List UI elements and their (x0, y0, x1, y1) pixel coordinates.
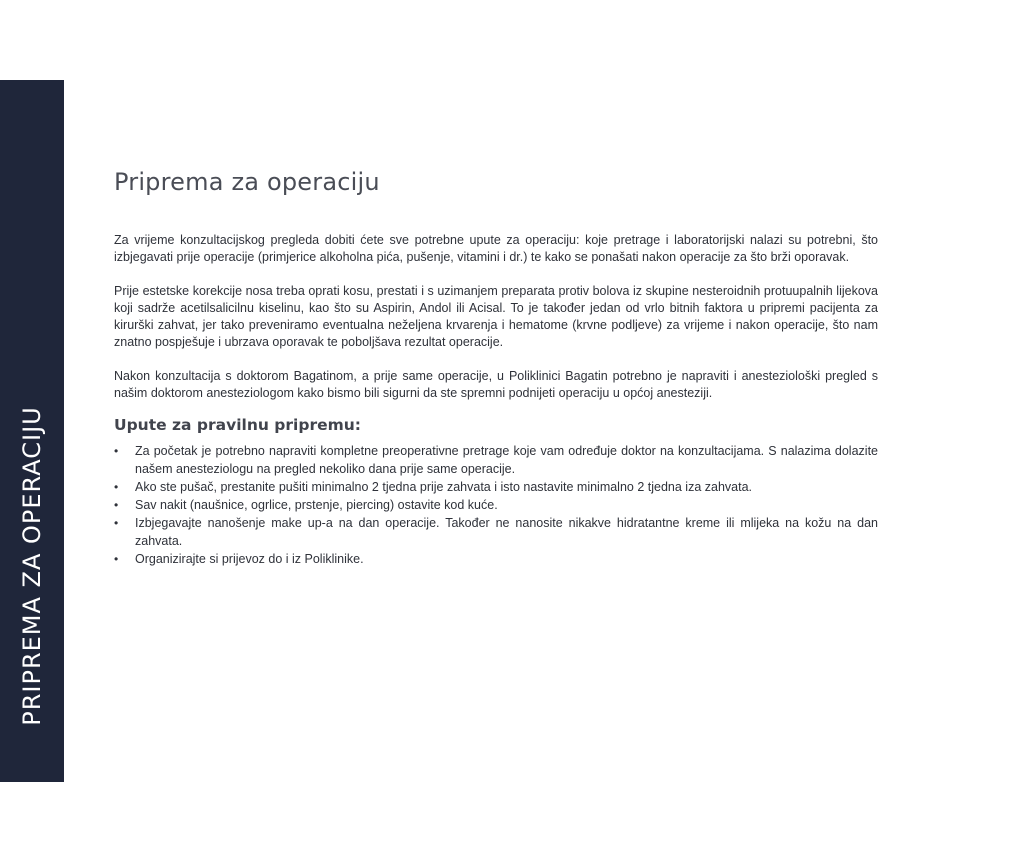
list-item (114, 478, 878, 496)
list-item (114, 442, 878, 478)
paragraph-consultation: Za vrijeme konzultacijskog pregleda dobiti ćete sve potrebne upute za operaciju: koje pretrage i laboratorijski nalazi su potrebni, što izbjegavati prije operacije (primjerice alkoholna pića, pušenje, vitamini i dr.) te kako se ponašati nakon operacije za što brži oporavak. (114, 233, 878, 264)
list-item-text: Ako ste pušač, prestanite pušiti minimalno 2 tjedna prije zahvata i isto nastavite minimalno 2 tjedna iza zahvata. (135, 480, 752, 494)
list-item-text: Organizirajte si prijevoz do i iz Poliklinike. (135, 552, 364, 566)
paragraph-anesthesia: Nakon konzultacija s doktorom Bagatinom, a prije same operacije, u Poliklinici Bagatin potrebno je napraviti i anesteziološki pregled s našim doktorom anesteziologom kako bismo bili sigurni da ste spremni podnijeti operaciju u općoj anesteziji. (114, 369, 878, 400)
list-item (114, 496, 878, 514)
main-content (114, 168, 878, 568)
list-item (114, 514, 878, 550)
bullet-icon: • (114, 480, 119, 494)
list-item-text: Za početak je potrebno napraviti kompletne preoperativne pretrage koje vam određuje doktor na konzultacijama. S nalazima dolazite našem anesteziologu na pregled nekoliko dana prije same operacije. (135, 444, 878, 476)
section-subheading: Upute za pravilnu pripremu: (114, 416, 361, 434)
sidebar-title-container (14, 376, 50, 756)
bullet-icon: • (114, 498, 119, 512)
sidebar-title: PRIPREMA ZA OPERACIJU (18, 406, 46, 726)
page-title: Priprema za operaciju (114, 168, 380, 196)
preparation-list (114, 442, 878, 568)
bullet-icon: • (114, 444, 119, 458)
list-item-text: Sav nakit (naušnice, ogrlice, prstenje, piercing) ostavite kod kuće. (135, 498, 498, 512)
list-item-text: Izbjegavajte nanošenje make up-a na dan operacije. Također ne nanosite nikakve hidratantne kreme ili mlijeka na kožu na dan zahvata. (135, 516, 878, 548)
list-item (114, 550, 878, 568)
paragraph-before-correction: Prije estetske korekcije nosa treba oprati kosu, prestati i s uzimanjem preparata protiv bolova iz skupine nesteroidnih protuupalnih lijekova koji sadrže acetilsalicilnu kiselinu, kao što su Aspirin, Andol ili Acisal. To je također jedan od vrlo bitnih faktora u pripremi pacijenta za kirurški zahvat, jer tako preveniramo eventualna neželjena krvarenja i hematome (krvne podljeve) za vrijeme i nakon operacije, što nam znatno pospješuje i ubrzava oporavak te poboljšava rezultat operacije. (114, 284, 878, 349)
bullet-icon: • (114, 516, 119, 530)
bullet-icon: • (114, 552, 119, 566)
